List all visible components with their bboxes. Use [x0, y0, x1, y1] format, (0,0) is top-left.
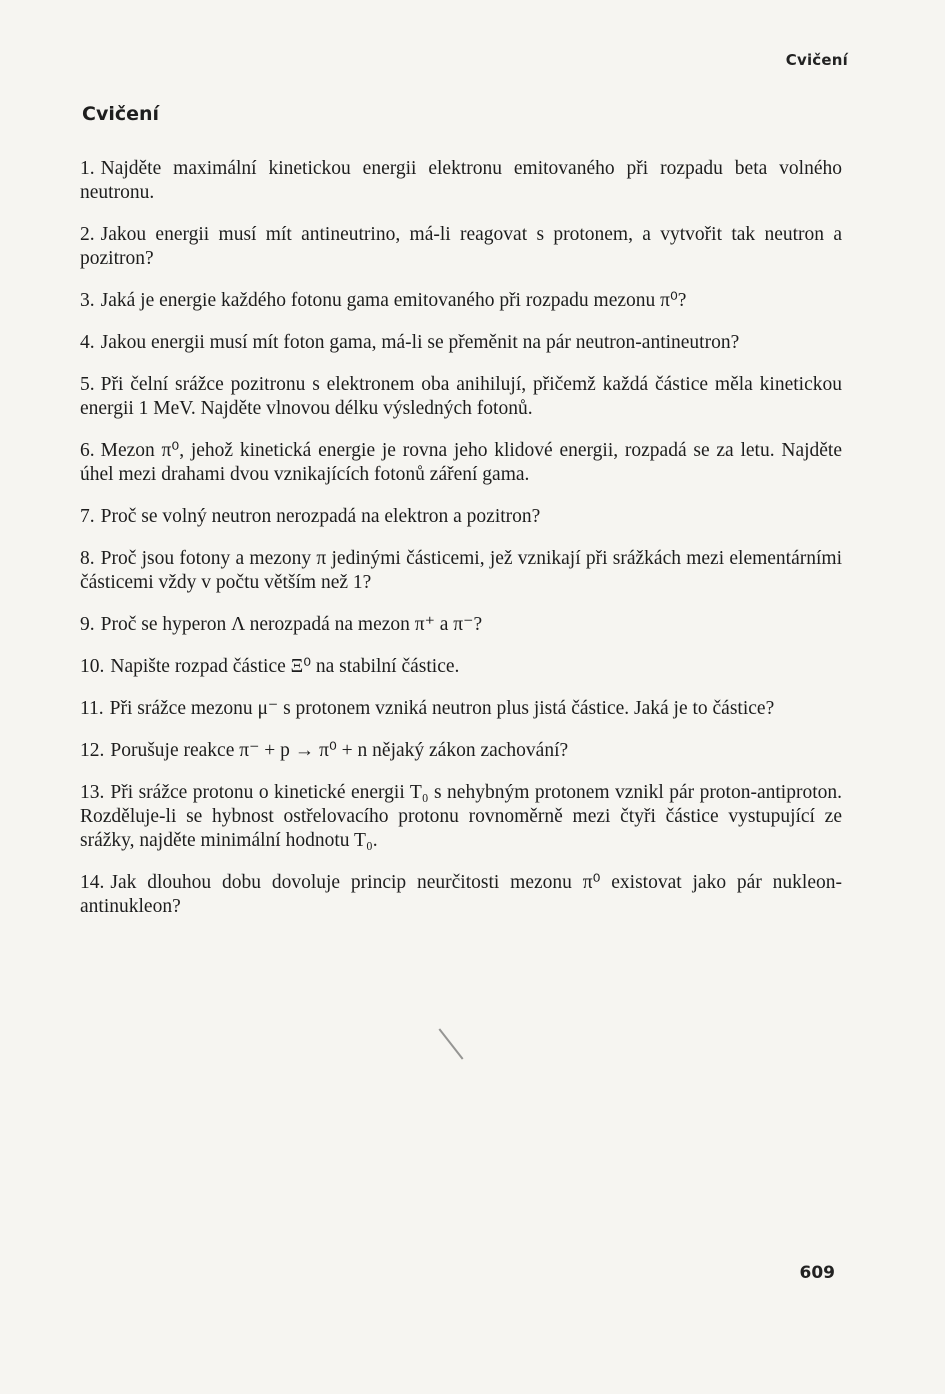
exercise-text: Mezon π⁰, jehož kinetická energie je rovna jeho klidové energii, rozpadá se za letu. Najděte úhel mezi drahami dvou vznikajících fotonů záření gama.	[80, 440, 842, 485]
running-head: Cvičení	[785, 51, 848, 69]
exercise-7	[80, 505, 842, 529]
exercise-13	[80, 781, 842, 853]
exercise-number: 8.	[80, 548, 95, 569]
exercise-text: Napište rozpad částice Ξ⁰ na stabilní částice.	[110, 656, 460, 677]
exercise-2	[80, 223, 842, 271]
exercise-text: Při srážce protonu o kinetické energii T₀ s nehybným protonem vznikl pár proton-antiproton. Rozděluje-li se hybnost ostřelovacího protonu rovnoměrně mezi čtyři částice vystupující ze srážky, najděte minimální hodnotu T₀.	[80, 782, 842, 851]
exercise-9	[80, 613, 842, 637]
exercise-text: Jakou energii musí mít foton gama, má-li se přeměnit na pár neutron-antineutron?	[100, 332, 740, 353]
exercise-number: 10.	[80, 656, 105, 677]
page-number: 609	[799, 1263, 835, 1283]
exercise-text: Proč se hyperon Λ nerozpadá na mezon π⁺ a π⁻?	[100, 614, 483, 635]
exercise-number: 3.	[80, 290, 95, 311]
exercise-1	[80, 157, 842, 205]
exercise-text: Jaká je energie každého fotonu gama emitovaného při rozpadu mezonu π⁰?	[100, 290, 687, 311]
exercise-number: 14.	[80, 872, 105, 893]
exercise-number: 11.	[80, 698, 104, 719]
exercise-3	[80, 289, 842, 313]
exercise-text: Jak dlouhou dobu dovoluje princip neurčitosti mezonu π⁰ existovat jako pár nukleon-antinukleon?	[80, 872, 842, 917]
exercise-text: Proč se volný neutron nerozpadá na elektron a pozitron?	[100, 506, 541, 527]
section-title: Cvičení	[82, 103, 160, 125]
exercise-11	[80, 697, 842, 721]
exercise-text: Při čelní srážce pozitronu s elektronem oba anihilují, přičemž každá částice měla kinetickou energii 1 MeV. Najděte vlnovou délku výsledných fotonů.	[80, 374, 842, 419]
exercise-number: 2.	[80, 224, 95, 245]
exercise-6	[80, 439, 842, 487]
exercise-10	[80, 655, 842, 679]
exercise-12	[80, 739, 842, 763]
exercise-list	[80, 157, 842, 937]
exercise-number: 13.	[80, 782, 105, 803]
exercise-number: 1.	[80, 158, 95, 179]
exercise-number: 4.	[80, 332, 95, 353]
exercise-text: Při srážce mezonu μ⁻ s protonem vzniká neutron plus jistá částice. Jaká je to částice?	[109, 698, 775, 719]
pencil-mark	[439, 1028, 464, 1059]
exercise-8	[80, 547, 842, 595]
exercise-14	[80, 871, 842, 919]
exercise-number: 5.	[80, 374, 95, 395]
exercise-text: Porušuje reakce π⁻ + p → π⁰ + n nějaký zákon zachování?	[110, 740, 569, 761]
exercise-text: Jakou energii musí mít antineutrino, má-li reagovat s protonem, a vytvořit tak neutron a pozitron?	[80, 224, 842, 269]
exercise-5	[80, 373, 842, 421]
exercise-number: 6.	[80, 440, 95, 461]
exercise-number: 12.	[80, 740, 105, 761]
exercise-text: Najděte maximální kinetickou energii elektronu emitovaného při rozpadu beta volného neutronu.	[80, 158, 842, 203]
exercise-number: 9.	[80, 614, 95, 635]
exercise-4	[80, 331, 842, 355]
exercise-text: Proč jsou fotony a mezony π jedinými částicemi, jež vznikají při srážkách mezi elementárními částicemi vždy v počtu větším než 1?	[80, 548, 842, 593]
exercise-number: 7.	[80, 506, 95, 527]
